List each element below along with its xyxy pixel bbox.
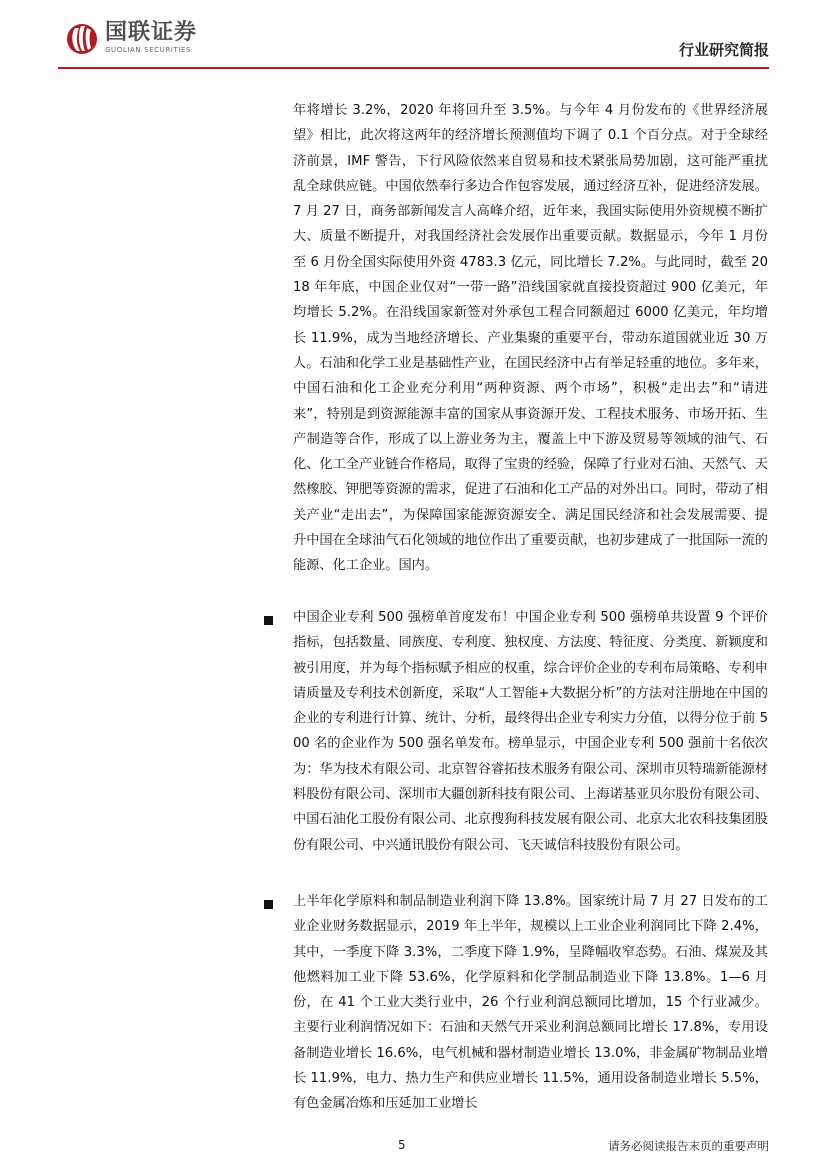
guolian-logo: [65, 20, 197, 56]
square-bullet-icon: [264, 616, 273, 625]
paragraph-patent-ranking: 中国企业专利 500 强榜单首度发布！中国企业专利 500 强榜单共设置 9 个评价指标，包括数量、同族度、专利度、独权度、方法度、特征度、分类度、新颖度和被引用度，并为每个指标赋予相应的权重，综合评价企业的专利布局策略、专利申请质量及专利技术创新度，采取“人工智能+大数据分析”的方法对注册地在中国的企业的专利进行计算、统计、分析，最终得出企业专利实力分值，以得分位于前 500 名的企业作为 500 强名单发布。榜单显示，中国企业专利 500 强前十名依次为：华为技术有限公司、北京智谷睿拓技术服务有限公司、深圳市贝特瑞新能源材料股份有限公司、深圳市大疆创新科技有限公司、上海诺基亚贝尔股份有限公司、中国石油化工股份有限公司、北京搜狗科技发展有限公司、北京大北农科技集团股份有限公司、中兴通讯股份有限公司、飞天诚信科技股份有限公司。: [293, 610, 768, 853]
paragraph-chemical-profit: 上半年化学原料和制品制造业利润下降 13.8%。国家统计局 7 月 27 日发布的工业企业财务数据显示，2019 年上半年，规模以上工业企业利润同比下降 2.4%，其中，一季度下降 3.3%，二季度下降 1.9%，呈降幅收窄态势。石油、煤炭及其他燃料加工业下降 53.6%，化学原料和化学制品制造业下降 13.8%。1—6 月份，在 41 个工业大类行业中，26 个行业利润总额同比增加，15 个行业减少。主要行业利润情况如下：石油和天然气开采业利润总额同比增长 17.8%，专用设备制造业增长 16.6%，电气机械和器材制造业增长 13.0%，非金属矿物制品业增长 11.9%，电力、热力生产和供应业增长 11.5%，通用设备制造业增长 5.5%，有色金属冶炼和压延加工业增长: [293, 894, 768, 1112]
paragraph-intro-continued: 年将增长 3.2%，2020 年将回升至 3.5%。与今年 4 月份发布的《世界经济展望》相比，此次将这两年的经济增长预测值均下调了 0.1 个百分点。对于全球经济前景，IMF 警告，下行风险依然来自贸易和技术紧张局势加剧，这可能严重扰乱全球供应链。中国依然奉行多边合作包容发展，通过经济互补，促进经济发展。7 月 27 日，商务部新闻发言人高峰介绍，近年来，我国实际使用外资规模不断扩大、质量不断提升，对我国经济社会发展作出重要贡献。数据显示，今年 1 月份至 6 月份全国实际使用外资 4783.3 亿元，同比增长 7.2%。与此同时，截至 2018 年年底，中国企业仅对“一带一路”沿线国家就直接投资超过 900 亿美元，年均增长 5.2%。在沿线国家新签对外承包工程合同额超过 6000 亿美元，年均增长 11.9%，成为当地经济增长、产业集聚的重要平台，带动东道国就业近 30 万人。石油和化学工业是基础性产业，在国民经济中占有举足轻重的地位。多年来，中国石油和化工企业充分利用“两种资源、两个市场”，积极“走出去”和“请进来”，特别是到资源能源丰富的国家从事资源开发、工程技术服务、市场开拓、生产制造等合作，形成了以上游业务为主，覆盖上中下游及贸易等领域的油气、石化、化工全产业链合作格局，取得了宝贵的经验，保障了行业对石油、天然气、天然橡胶、钾肥等资源的需求，促进了石油和化工产品的对外出口。同时，带动了相关产业“走出去”，为保障国家能源资源安全、满足国民经济和社会发展需要、提升中国在全球油气石化领域的地位作出了重要贡献，也初步建成了一批国际一流的能源、化工企业。国内。: [293, 103, 768, 574]
report-type-label: 行业研究简报: [678, 41, 769, 59]
logo-chinese-name: 国联证券: [105, 20, 198, 45]
footer-disclaimer: 请务必阅读报告末页的重要声明: [608, 1139, 769, 1153]
logo-english-name: GUOLIAN SECURITIES: [105, 46, 192, 54]
page-number: 5: [398, 1138, 406, 1152]
header-divider: [58, 67, 769, 69]
square-bullet-icon: [264, 900, 273, 909]
page-header: [0, 0, 827, 70]
guolian-logo-icon: [65, 20, 99, 56]
